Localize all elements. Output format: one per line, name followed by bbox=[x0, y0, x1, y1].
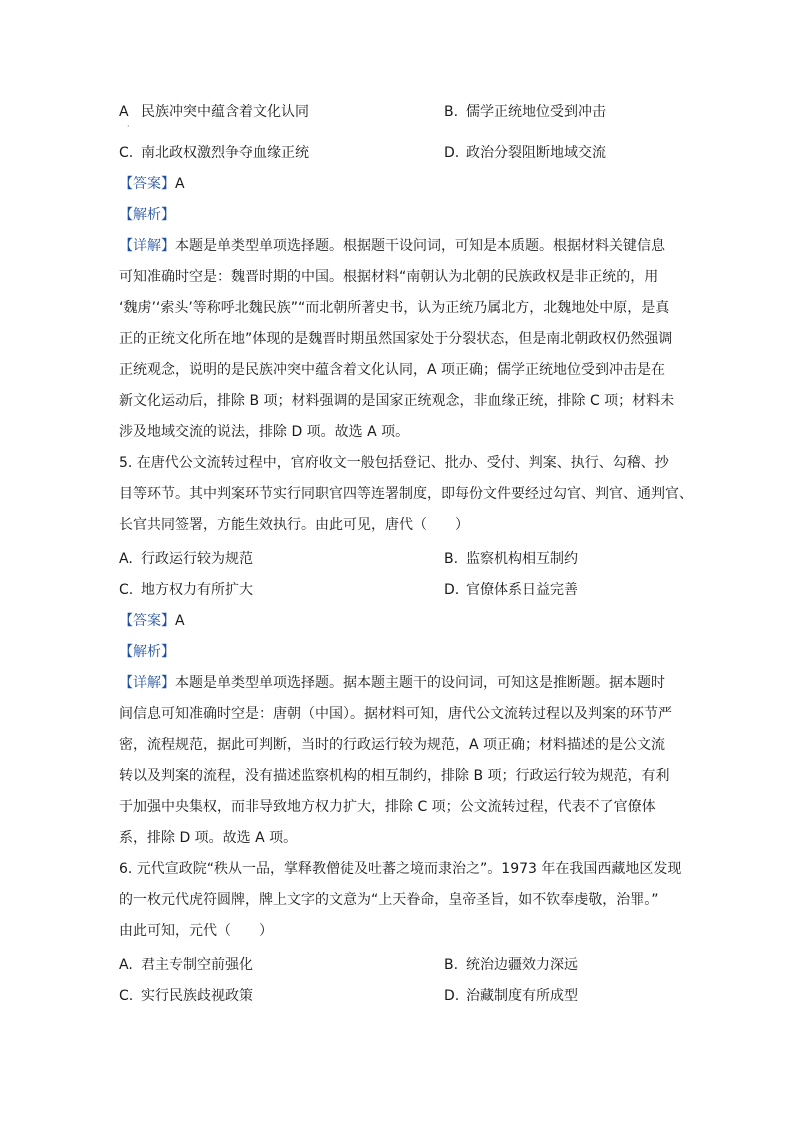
option-key: B. bbox=[444, 104, 459, 120]
option-text: 监察机构相互制约 bbox=[466, 551, 578, 567]
analysis-text: 本题是单类型单项选择题。根据题干设问词，可知是本质题。根据材料关键信息 bbox=[175, 238, 665, 254]
analysis-line: 可知准确时空是：魏晋时期的中国。根据材料“南朝认为北朝的民族政权是非正统的，用 bbox=[119, 269, 659, 285]
question-6-stem: 6. 元代宣政院“秩从一品，掌释教僧徒及吐蕃之境而隶治之”。1973 年在我国西藏地区发现 bbox=[119, 861, 682, 877]
option-key: B. bbox=[444, 551, 459, 567]
analysis-line: 密，流程规范，据此可判断，当时的行政运行较为规范，A 项正确；材料描述的是公文流 bbox=[119, 737, 666, 753]
analysis-line: 系，排除 D 项。故选 A 项。 bbox=[119, 830, 298, 846]
analysis-line: 涉及地域交流的说法，排除 D 项。故选 A 项。 bbox=[119, 424, 410, 440]
option-text: 南北政权激烈争夺血缘正统 bbox=[141, 145, 309, 161]
option-b[interactable] bbox=[444, 102, 606, 122]
option-text: 政治分裂阻断地域交流 bbox=[466, 145, 606, 161]
answer-value: A bbox=[175, 176, 185, 192]
analysis-label: 【解析】 bbox=[119, 207, 175, 223]
option-text: 地方权力有所扩大 bbox=[141, 582, 253, 598]
option-c[interactable] bbox=[119, 580, 253, 600]
option-c[interactable] bbox=[119, 986, 253, 1006]
question-5-stem: 长官共同签署，方能生效执行。由此可见，唐代（ ） bbox=[119, 517, 469, 533]
answer-label: 【答案】 bbox=[119, 613, 175, 629]
option-key: C. bbox=[119, 582, 134, 598]
option-a[interactable] bbox=[119, 955, 253, 975]
option-key: A bbox=[119, 104, 129, 120]
option-key: D. bbox=[444, 582, 460, 598]
answer-line bbox=[119, 611, 185, 631]
option-text: 统治边疆效力深远 bbox=[466, 957, 578, 973]
analysis-line: 正统观念，说明的是民族冲突中蕴含着文化认同，A 项正确；儒学正统地位受到冲击是在 bbox=[119, 362, 666, 378]
option-key: D. bbox=[444, 145, 460, 161]
answer-label: 【答案】 bbox=[119, 176, 175, 192]
option-a[interactable] bbox=[119, 549, 253, 569]
analysis-label: 【解析】 bbox=[119, 644, 175, 660]
question-5-stem: 5. 在唐代公文流转过程中，官府收文一般包括登记、批办、受付、判案、执行、勾稽、抄 bbox=[119, 455, 669, 471]
analysis-line: 正的正统文化所在地”体现的是魏晋时期虽然国家处于分裂状态，但是南北朝政权仍然强调 bbox=[119, 331, 673, 347]
option-d[interactable] bbox=[444, 143, 606, 163]
analysis-line: 于加强中央集权，而非导致地方权力扩大，排除 C 项；公文流转过程，代表不了官僚体 bbox=[119, 799, 656, 815]
stray-dot: · bbox=[127, 122, 130, 131]
option-text: 实行民族歧视政策 bbox=[141, 988, 253, 1004]
detail-label: 【详解】 bbox=[119, 238, 175, 254]
option-text: 行政运行较为规范 bbox=[141, 551, 253, 567]
analysis-line: ‘魏虏’‘索头’等称呼北魏民族”“而北朝所著史书，认为正统乃属北方，北魏地处中原，是真 bbox=[119, 300, 670, 316]
analysis-text: 本题是单类型单项选择题。据本题主题干的设问词，可知这是推断题。据本题时 bbox=[175, 675, 665, 691]
option-key: B. bbox=[444, 957, 459, 973]
answer-value: A bbox=[175, 613, 185, 629]
option-key: C. bbox=[119, 988, 134, 1004]
option-text: 治藏制度有所成型 bbox=[466, 988, 578, 1004]
option-d[interactable] bbox=[444, 580, 578, 600]
analysis-line: 转以及判案的流程，没有描述监察机构的相互制约，排除 B 项；行政运行较为规范，有利 bbox=[119, 768, 670, 784]
option-text: 官僚体系日益完善 bbox=[466, 582, 578, 598]
analysis-line bbox=[119, 673, 665, 693]
option-key: C. bbox=[119, 145, 134, 161]
option-a[interactable] bbox=[119, 102, 309, 122]
analysis-line: 间信息可知准确时空是：唐朝（中国）。据材料可知，唐代公文流转过程以及判案的环节严 bbox=[119, 706, 672, 722]
option-c[interactable] bbox=[119, 143, 309, 163]
option-d[interactable] bbox=[444, 986, 578, 1006]
question-6-stem: 的一枚元代虎符圆牌，牌上文字的文意为“上天眷命，皇帝圣旨，如不钦奉虔敬，治罪。” bbox=[119, 892, 659, 908]
option-key: D. bbox=[444, 988, 460, 1004]
option-text: 君主专制空前强化 bbox=[141, 957, 253, 973]
detail-label: 【详解】 bbox=[119, 675, 175, 691]
option-text: 民族冲突中蕴含着文化认同 bbox=[141, 104, 309, 120]
answer-line bbox=[119, 174, 185, 194]
question-5-stem: 目等环节。其中判案环节实行同职官四等连署制度，即每份文件要经过勾官、判官、通判官、 bbox=[119, 486, 693, 502]
option-key: A. bbox=[119, 551, 133, 567]
option-b[interactable] bbox=[444, 955, 578, 975]
question-6-stem: 由此可知，元代（ ） bbox=[119, 923, 273, 939]
analysis-line: 新文化运动后，排除 B 项；材料强调的是国家正统观念，非血缘正统，排除 C 项；材料未 bbox=[119, 393, 675, 409]
option-key: A. bbox=[119, 957, 133, 973]
analysis-line bbox=[119, 236, 665, 256]
option-text: 儒学正统地位受到冲击 bbox=[466, 104, 606, 120]
option-b[interactable] bbox=[444, 549, 578, 569]
